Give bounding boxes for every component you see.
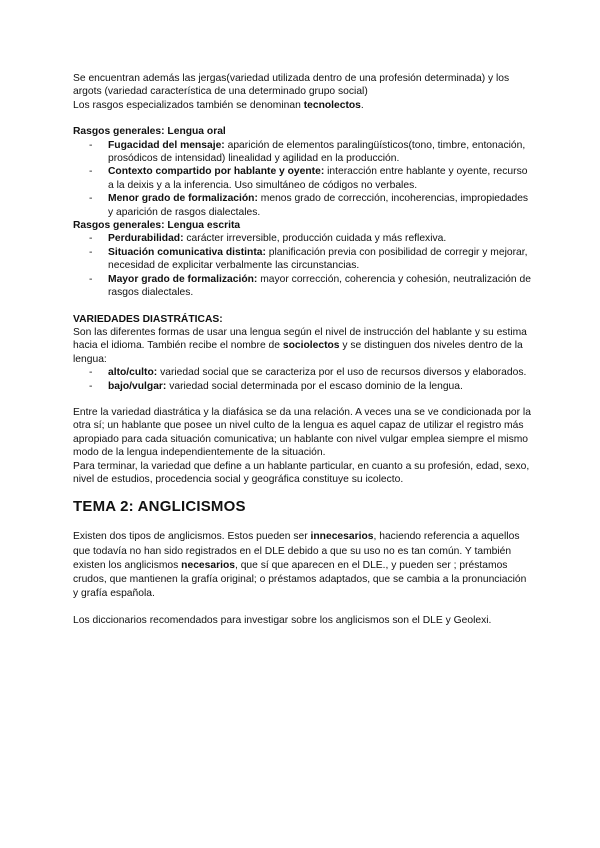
tecnolectos-paragraph [73,99,533,112]
list-item-term: Mayor grado de formalización: [108,273,258,285]
intro-paragraph: Se encuentran además las jergas(variedad utilizada dentro de una profesión determinada) y los argots (variedad característica de una determinado grupo social) [73,73,510,98]
list-item-text: mayor corrección, coherencia y cohesión, neutralización de rasgos dialectales. [108,273,531,299]
text-span: , que sí que aparecen en el DLE., y pueden ser ; préstamos crudos, que mantienen la grafía original; o préstamos adaptados, que se cambia a la pronunciación y grafía española. [73,559,527,600]
list-item-term: Menor grado de formalización: [108,193,258,205]
list-item [73,165,533,192]
list-item-text: menos grado de corrección, incoherencias, impropiedades y aparición de rasgos dialectales. [108,193,529,218]
list-item [73,139,533,166]
list-item-text: carácter irreversible, producción cuidada y más reflexiva. [183,233,447,245]
escrita-heading: Rasgos generales: Lengua escrita [73,220,241,232]
list-item [73,366,533,379]
text-span: , haciendo referencia a aquellos que todavía no han sido registrados en el DLE debido a que su uso no es tan común. Y también existen los anglicismos [73,531,520,571]
text-span: . [360,99,364,111]
list-item [73,192,533,219]
text-span: Los rasgos especializados también se denominan [73,99,304,111]
bold-term: tecnolectos [303,99,361,111]
list-item [73,246,533,273]
list-item [73,232,533,245]
text-span: y se distinguen dos niveles dentro de la lengua: [73,340,523,365]
diccionarios-paragraph: Los diccionarios recomendados para investigar sobre los anglicismos son el DLE y Geolexi. [73,615,492,627]
niveles-list [73,366,533,393]
list-item [73,380,533,393]
bold-term: sociolectos [282,340,340,352]
text-span: Son las diferentes formas de usar una lengua según el nivel de instrucción del hablante y su estima hacia el idioma. También recibe el nombre de [73,326,527,352]
list-item [73,273,533,300]
document-page [73,72,533,629]
bold-term: innecesarios [310,531,374,543]
icolecto-paragraph: Para terminar, la variedad que define a un hablante particular, en cuanto a su profesión, edad, sexo, nivel de estudios, procedencia social y geográfica constituye su icolecto. [73,460,530,485]
list-item-term: bajo/vulgar: [108,380,167,392]
escrita-list [73,232,533,299]
bold-term: necesarios [181,559,235,571]
sociolectos-paragraph [73,326,533,366]
oral-heading: Rasgos generales: Lengua oral [73,126,226,138]
list-item-text: variedad social que se caracteriza por el uso de recursos diversos y elaborados. [157,367,527,379]
list-item-text: planificación previa con posibilidad de corregir y mejorar, necesidad de explicitar verbalmente las circunstancias. [108,246,528,272]
text-span: Existen dos tipos de anglicismos. Estos pueden ser [73,531,311,543]
relacion-paragraph: Entre la variedad diastrática y la diafásica se da una relación. A veces una se ve condicionada por la otra sí; un hablante que posee un nivel culto de la lengua es aquel capaz de utilizar el registro más apropiado para cada situación comunicativa; un hablante con nivel vulgar emplea siempre el mismo modo de la lengua independientemente de la situación. [73,406,531,459]
oral-list [73,139,533,219]
diastraticas-heading: VARIEDADES DIASTRÁTICAS: [73,313,223,325]
list-item-term: Fugacidad del mensaje: [108,139,225,151]
list-item-text: interacción entre hablante y oyente, recurso a la deixis y a la inferencia. Uso simultáneo de códigos no verbales. [108,166,528,191]
list-item-text: aparición de elementos paralingüísticos(tono, timbre, entonación, prosódicos de intensidad) linealidad y agilidad en la producción. [108,139,526,165]
list-item-term: Situación comunicativa distinta: [108,246,266,258]
list-item-text: variedad social determinada por el escaso dominio de la lengua. [166,380,463,392]
list-item-term: alto/culto: [108,367,158,379]
anglicismos-paragraph [73,530,533,601]
list-item-term: Contexto compartido por hablante y oyente: [108,166,325,178]
list-item-term: Perdurabilidad: [108,233,184,245]
tema-2-heading: TEMA 2: ANGLICISMOS [73,498,246,516]
